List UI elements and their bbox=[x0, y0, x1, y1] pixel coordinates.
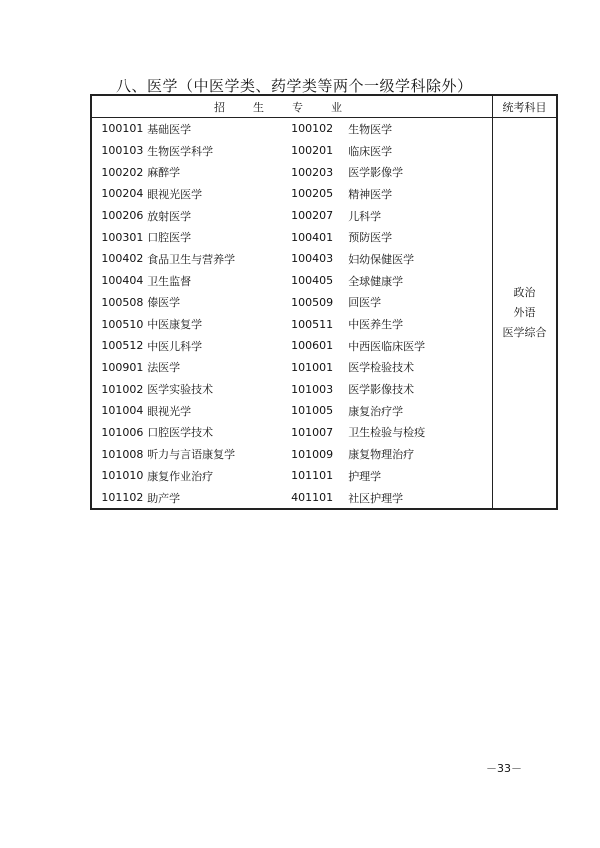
major-code: 100102 bbox=[291, 122, 334, 136]
exam-subject: 医学综合 bbox=[502, 326, 547, 340]
spacer bbox=[91, 183, 101, 205]
table-row bbox=[91, 335, 557, 357]
major-code: 101005 bbox=[291, 404, 334, 418]
spacer bbox=[91, 140, 101, 162]
major-code: 100207 bbox=[291, 209, 334, 223]
major-name: 听力与言语康复学 bbox=[147, 448, 236, 462]
spacer bbox=[91, 378, 101, 400]
major-code: 101008 bbox=[101, 447, 144, 461]
spacer bbox=[91, 443, 101, 465]
major-code: 100511 bbox=[291, 317, 334, 331]
major-code: 101003 bbox=[291, 382, 334, 396]
spacer bbox=[91, 465, 101, 487]
major-code: 100403 bbox=[291, 252, 334, 266]
major-code: 100901 bbox=[101, 360, 144, 374]
major-name: 放射医学 bbox=[147, 209, 192, 223]
major-name: 精神医学 bbox=[348, 187, 393, 201]
table-row bbox=[91, 422, 557, 444]
major-name: 基础医学 bbox=[147, 122, 192, 136]
spacer bbox=[91, 400, 101, 422]
table-row bbox=[91, 226, 557, 248]
major-code: 100601 bbox=[291, 339, 334, 353]
spacer bbox=[91, 357, 101, 379]
major-name: 医学检验技术 bbox=[348, 361, 415, 375]
major-code: 100401 bbox=[291, 230, 334, 244]
spacer bbox=[91, 226, 101, 248]
table-row bbox=[91, 357, 557, 379]
major-name: 卫生检验与检疫 bbox=[348, 426, 426, 440]
table-row bbox=[91, 313, 557, 335]
major-name: 回医学 bbox=[348, 296, 382, 310]
major-name: 法医学 bbox=[147, 361, 181, 375]
major-name: 助产学 bbox=[147, 491, 181, 505]
major-code: 100404 bbox=[101, 274, 144, 288]
major-code: 101002 bbox=[101, 382, 144, 396]
header-exam: 统考科目 bbox=[493, 95, 557, 118]
spacer bbox=[91, 487, 101, 510]
section-title: 八、医学（中医学类、药学类等两个一级学科除外） bbox=[116, 77, 473, 95]
exam-subjects bbox=[493, 118, 557, 510]
spacer bbox=[91, 313, 101, 335]
major-name: 生物医学 bbox=[348, 122, 393, 136]
major-code: 100508 bbox=[101, 295, 144, 309]
major-code: 100202 bbox=[101, 165, 144, 179]
major-code: 101006 bbox=[101, 425, 144, 439]
spacer bbox=[91, 161, 101, 183]
major-name: 眼视光医学 bbox=[147, 187, 203, 201]
major-name: 中医康复学 bbox=[147, 318, 203, 332]
major-name: 医学影像技术 bbox=[348, 383, 415, 397]
major-name: 护理学 bbox=[348, 469, 382, 483]
major-name: 中医儿科学 bbox=[147, 339, 203, 353]
major-code: 101102 bbox=[101, 491, 144, 505]
exam-subject: 政治 bbox=[513, 286, 536, 300]
table-row bbox=[91, 270, 557, 292]
major-code: 401101 bbox=[291, 491, 334, 505]
major-name: 儿科学 bbox=[348, 209, 382, 223]
major-code: 100204 bbox=[101, 187, 144, 201]
exam-subject: 外语 bbox=[513, 306, 536, 320]
major-code: 100402 bbox=[101, 252, 144, 266]
major-name: 医学实验技术 bbox=[147, 383, 214, 397]
major-name: 麻醉学 bbox=[147, 166, 181, 180]
table-row bbox=[91, 487, 557, 510]
major-code: 101009 bbox=[291, 447, 334, 461]
major-name: 口腔医学技术 bbox=[147, 426, 214, 440]
spacer bbox=[91, 422, 101, 444]
major-name: 眼视光学 bbox=[147, 404, 192, 418]
table-row bbox=[91, 378, 557, 400]
table-row bbox=[91, 161, 557, 183]
major-name: 康复治疗学 bbox=[348, 404, 404, 418]
majors-table bbox=[90, 94, 558, 510]
major-code: 100510 bbox=[101, 317, 144, 331]
major-code: 100205 bbox=[291, 187, 334, 201]
major-name: 中医养生学 bbox=[348, 318, 404, 332]
major-code: 101001 bbox=[291, 360, 334, 374]
major-code: 101010 bbox=[101, 469, 144, 483]
spacer bbox=[91, 205, 101, 227]
major-name: 食品卫生与营养学 bbox=[147, 252, 236, 266]
table-row bbox=[91, 465, 557, 487]
major-name: 社区护理学 bbox=[348, 491, 404, 505]
major-code: 100201 bbox=[291, 144, 334, 158]
major-code: 100101 bbox=[101, 122, 144, 136]
major-code: 101004 bbox=[101, 404, 144, 418]
table-row bbox=[91, 205, 557, 227]
header-major: 招生专业 bbox=[91, 95, 493, 118]
major-code: 100512 bbox=[101, 339, 144, 353]
spacer bbox=[91, 118, 101, 140]
major-name: 中西医临床医学 bbox=[348, 339, 426, 353]
major-name: 医学影像学 bbox=[348, 166, 404, 180]
spacer bbox=[91, 248, 101, 270]
table-row bbox=[91, 443, 557, 465]
major-name: 临床医学 bbox=[348, 144, 393, 158]
major-name: 卫生监督 bbox=[147, 274, 192, 288]
major-name: 康复作业治疗 bbox=[147, 469, 214, 483]
major-code: 100203 bbox=[291, 165, 334, 179]
table-row bbox=[91, 183, 557, 205]
major-name: 全球健康学 bbox=[348, 274, 404, 288]
major-code: 100509 bbox=[291, 295, 334, 309]
major-name: 口腔医学 bbox=[147, 231, 192, 245]
major-code: 100301 bbox=[101, 230, 144, 244]
major-code: 101101 bbox=[291, 469, 334, 483]
major-code: 100405 bbox=[291, 274, 334, 288]
major-code: 100103 bbox=[101, 144, 144, 158]
major-name: 预防医学 bbox=[348, 231, 393, 245]
spacer bbox=[91, 292, 101, 314]
page-number: －33－ bbox=[486, 762, 522, 775]
table-row bbox=[91, 400, 557, 422]
major-name: 傣医学 bbox=[147, 296, 181, 310]
table-row bbox=[91, 292, 557, 314]
major-name: 康复物理治疗 bbox=[348, 448, 415, 462]
major-code: 101007 bbox=[291, 425, 334, 439]
major-name: 生物医学科学 bbox=[147, 144, 214, 158]
spacer bbox=[91, 335, 101, 357]
table-row bbox=[91, 140, 557, 162]
major-name: 妇幼保健医学 bbox=[348, 252, 415, 266]
major-code: 100206 bbox=[101, 209, 144, 223]
table-row bbox=[91, 248, 557, 270]
table-row bbox=[91, 118, 557, 140]
spacer bbox=[91, 270, 101, 292]
